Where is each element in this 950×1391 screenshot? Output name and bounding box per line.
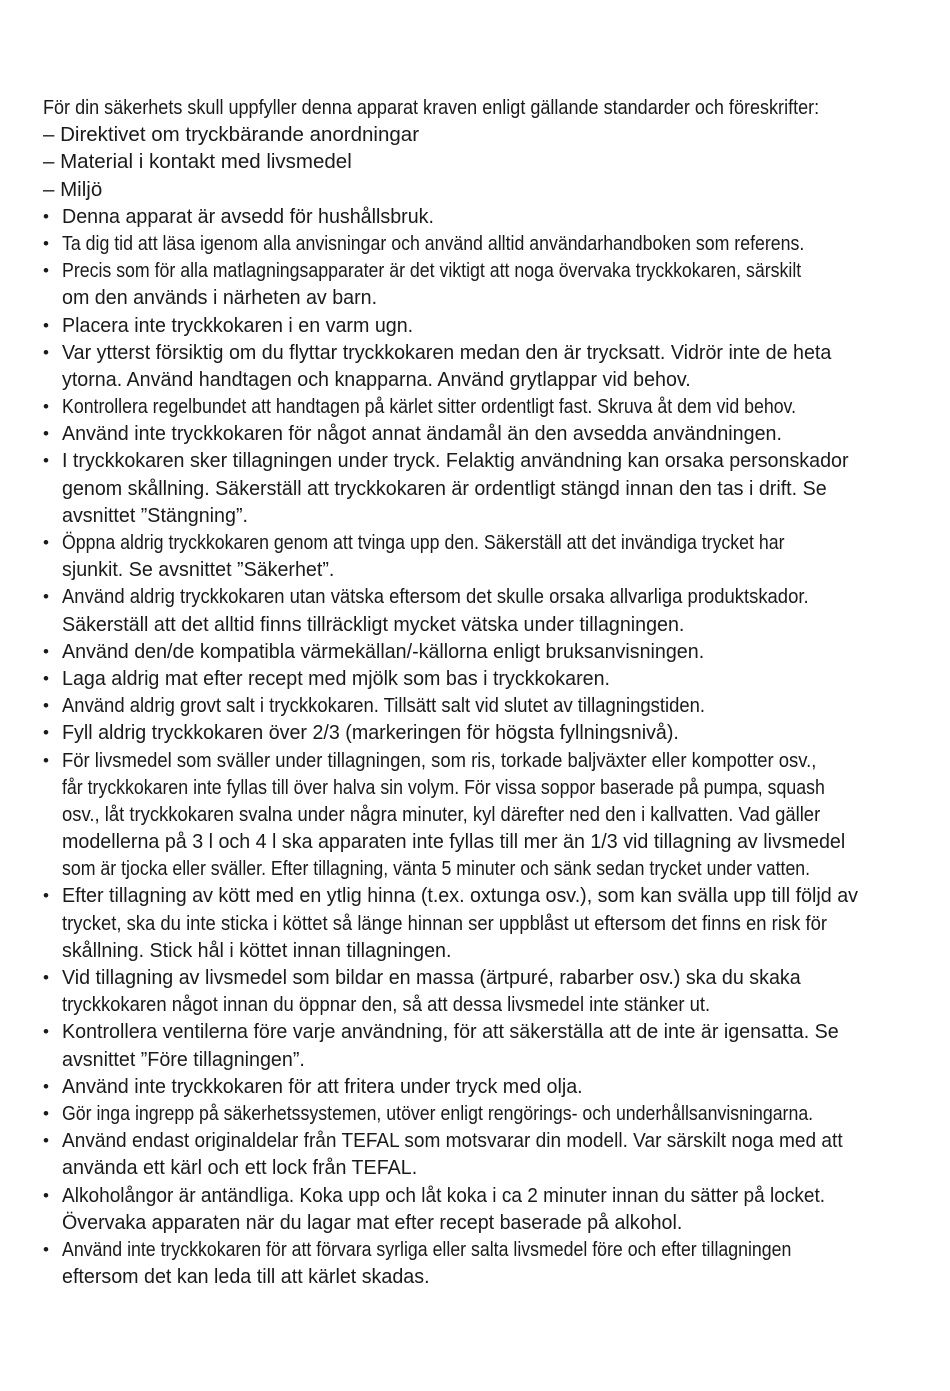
bullet-item (43, 583, 908, 637)
bullet-item (43, 312, 908, 339)
bullet-text (62, 583, 908, 637)
bullet-text-line: Säkerställ att det alltid finns tillräckligt mycket vätska under tillagningen. (62, 612, 685, 636)
bullet-text-line: Efter tillagning av kött med en ytlig hinna (t.ex. oxtunga osv.), som kan svälla upp till följd av (62, 884, 858, 908)
bullet-dot-icon: • (43, 1103, 49, 1123)
bullet-text (62, 257, 908, 311)
bullet-text-line: ytorna. Använd handtagen och knapparna. Använd grytlappar vid behov. (62, 367, 691, 391)
bullet-dot-icon: • (43, 1131, 49, 1151)
bullet-text (62, 719, 908, 746)
bullet-text (62, 1100, 908, 1127)
bullet-item (43, 964, 908, 1018)
bullet-text-line: Använd inte tryckkokaren för något annat ändamål än den avsedda användningen. (62, 422, 782, 446)
bullet-text-line: Övervaka apparaten när du lagar mat efter recept baserade på alkohol. (62, 1210, 683, 1234)
bullet-text (62, 1018, 908, 1072)
bullet-text-line: genom skållning. Säkerställ att tryckkokaren är ordentligt stängd innan den tas i drift. Se (62, 476, 827, 500)
bullet-text-line: Alkoholångor är antändliga. Koka upp och låt koka i ca 2 minuter innan du sätter på locket. (62, 1183, 826, 1207)
bullet-text-line: avsnittet ”Stängning”. (62, 503, 248, 527)
bullet-text (62, 1236, 908, 1290)
bullet-text-line: sjunkit. Se avsnittet ”Säkerhet”. (62, 558, 335, 582)
bullet-dot-icon: • (43, 668, 49, 688)
bullet-text-line: trycket, ska du inte sticka i köttet så länge hinnan ser uppblåst ut eftersom det finns en risk för (62, 911, 828, 935)
bullet-text (62, 964, 908, 1018)
bullet-text-line: Kontrollera regelbundet att handtagen på kärlet sitter ordentligt fast. Skruva åt dem vid behov. (62, 395, 797, 419)
bullet-item (43, 230, 908, 257)
bullet-item (43, 529, 908, 583)
compliance-item-pressure-directive: – Direktivet om tryckbärande anordningar (43, 123, 420, 147)
bullet-text-line: om den används i närheten av barn. (62, 286, 378, 310)
bullet-text-line: Vid tillagning av livsmedel som bildar en massa (ärtpuré, rabarber osv.) ska du skaka (62, 966, 801, 989)
bullet-dot-icon: • (43, 641, 49, 661)
bullet-item (43, 1182, 908, 1236)
bullet-text-line: I tryckkokaren sker tillagningen under tryck. Felaktig användning kan orsaka personskador (62, 449, 849, 473)
bullet-text (62, 692, 908, 719)
bullet-text (62, 747, 908, 883)
bullet-text (62, 339, 908, 393)
bullet-text-line: avsnittet ”Före tillagningen”. (62, 1047, 305, 1071)
bullet-text-line: Var ytterst försiktig om du flyttar tryckkokaren medan den är trycksatt. Vidrör inte de heta (62, 340, 832, 364)
bullet-text-line: Använd aldrig tryckkokaren utan vätska eftersom det skulle orsaka allvarliga produktskador. (62, 585, 809, 609)
bullet-text-line: Laga aldrig mat efter recept med mjölk som bas i tryckkokaren. (62, 666, 610, 690)
bullet-dot-icon: • (43, 723, 49, 743)
bullet-text (62, 203, 908, 230)
bullet-text-line: Använd aldrig grovt salt i tryckkokaren. Tillsätt salt vid slutet av tillagningstiden. (62, 694, 705, 718)
compliance-item-food-contact: – Material i kontakt med livsmedel (43, 150, 352, 174)
intro-text: För din säkerhets skull uppfyller denna apparat kraven enligt gällande standarder och föreskrifter: (43, 96, 820, 119)
bullet-text-line: Kontrollera ventilerna före varje användning, för att säkerställa att de inte är igensatta. Se (62, 1020, 839, 1044)
bullet-text (62, 882, 908, 964)
bullet-dot-icon: • (43, 533, 49, 552)
bullet-dot-icon: • (43, 587, 49, 607)
bullet-text (62, 447, 908, 529)
bullet-dot-icon: • (43, 206, 49, 226)
bullet-text-line: Använd den/de kompatibla värmekällan/-källorna enligt bruksanvisningen. (62, 639, 705, 663)
bullet-text (62, 1073, 908, 1100)
bullet-text (62, 420, 908, 447)
bullet-text-line: Öppna aldrig tryckkokaren genom att tvinga upp den. Säkerställ att det invändiga trycket har (62, 531, 785, 554)
safety-instructions-page (43, 94, 908, 1290)
bullet-item (43, 1127, 908, 1181)
bullet-text-line: Gör inga ingrepp på säkerhetssystemen, utöver enligt rengörings- och underhållsanvisningarna. (62, 1101, 814, 1125)
bullet-dot-icon: • (43, 261, 49, 281)
bullet-dot-icon: • (43, 886, 49, 906)
bullet-item (43, 420, 908, 447)
bullet-item (43, 1236, 908, 1290)
bullet-text-line: Använd inte tryckkokaren för att förvara syrliga eller salta livsmedel före och efter tillagningen (62, 1237, 792, 1261)
bullet-text (62, 230, 908, 257)
bullet-dot-icon: • (43, 1185, 49, 1205)
compliance-list (43, 121, 908, 203)
bullet-text-line: Denna apparat är avsedd för hushållsbruk. (62, 204, 434, 228)
bullet-text-line: Placera inte tryckkokaren i en varm ugn. (62, 313, 414, 337)
bullet-text (62, 1127, 908, 1181)
bullet-item (43, 638, 908, 665)
bullet-text-line: osv., låt tryckkokaren svalna under några minuter, kyl därefter ned den i kallvatten. Vad gäller (62, 802, 821, 826)
bullet-dot-icon: • (43, 1076, 49, 1096)
bullet-item (43, 257, 908, 311)
bullet-text (62, 529, 908, 583)
bullet-item (43, 1073, 908, 1100)
bullet-text-line: Precis som för alla matlagningsapparater är det viktigt att noga övervaka tryckkokaren, särskilt (62, 259, 802, 283)
bullet-item (43, 747, 908, 883)
bullet-text (62, 638, 908, 665)
bullet-text (62, 1182, 908, 1236)
bullet-dot-icon: • (43, 1022, 49, 1042)
bullet-dot-icon: • (43, 451, 49, 471)
safety-bullet-list (43, 203, 908, 1291)
bullet-dot-icon: • (43, 750, 49, 770)
bullet-text-line: Använd inte tryckkokaren för att fritera under tryck med olja. (62, 1074, 583, 1098)
bullet-dot-icon: • (43, 233, 49, 253)
bullet-item (43, 882, 908, 964)
bullet-item (43, 447, 908, 529)
bullet-item (43, 339, 908, 393)
bullet-text-line: tryckkokaren något innan du öppnar den, så att dessa livsmedel inte stänker ut. (62, 993, 711, 1017)
bullet-item (43, 393, 908, 420)
bullet-text-line: Fyll aldrig tryckkokaren över 2/3 (markeringen för högsta fyllningsnivå). (62, 721, 679, 745)
bullet-text-line: Ta dig tid att läsa igenom alla anvisningar och använd alltid användarhandboken som referens. (62, 231, 805, 255)
bullet-dot-icon: • (43, 424, 49, 444)
bullet-dot-icon: • (43, 315, 49, 335)
bullet-item (43, 1018, 908, 1072)
compliance-item-environment: – Miljö (43, 177, 103, 201)
bullet-text (62, 393, 908, 420)
bullet-text-line: Använd endast originaldelar från TEFAL som motsvarar din modell. Var särskilt noga med att (62, 1129, 843, 1153)
bullet-text-line: får tryckkokaren inte fyllas till över halva sin volym. För vissa soppor baserade på pumpa, squash (62, 775, 825, 799)
bullet-item (43, 1100, 908, 1127)
bullet-text-line: modellerna på 3 l och 4 l ska apparaten inte fyllas till mer än 1/3 vid tillagning av livsmedel (62, 830, 846, 854)
bullet-dot-icon: • (43, 1239, 49, 1259)
bullet-text-line: använda ett kärl och ett lock från TEFAL. (62, 1156, 418, 1180)
bullet-text-line: som är tjocka eller sväller. Efter tillagning, vänta 5 minuter och sänk sedan trycket under vatten. (62, 857, 811, 881)
bullet-dot-icon: • (43, 968, 49, 987)
bullet-item (43, 719, 908, 746)
bullet-dot-icon: • (43, 696, 49, 716)
bullet-text-line: skållning. Stick hål i köttet innan tillagningen. (62, 938, 452, 962)
bullet-dot-icon: • (43, 342, 49, 362)
bullet-item (43, 692, 908, 719)
bullet-item (43, 203, 908, 230)
bullet-text (62, 312, 908, 339)
bullet-item (43, 665, 908, 692)
bullet-dot-icon: • (43, 397, 49, 417)
bullet-text (62, 665, 908, 692)
bullet-text-line: eftersom det kan leda till att kärlet skadas. (62, 1265, 430, 1289)
bullet-text-line: För livsmedel som sväller under tillagningen, som ris, torkade baljväxter eller kompotter osv., (62, 748, 817, 772)
